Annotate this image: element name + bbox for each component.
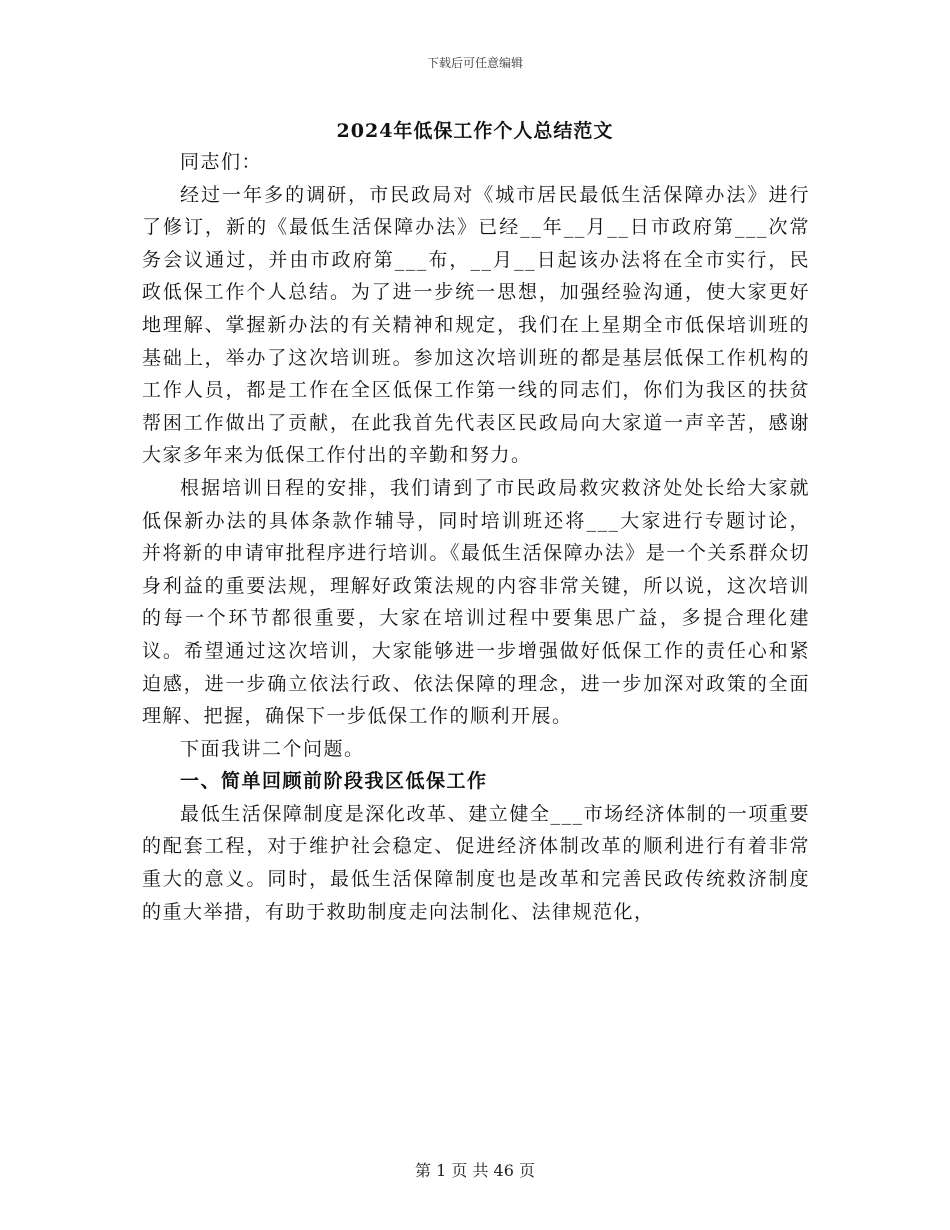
section-heading: 一、简单回顾前阶段我区低保工作 bbox=[180, 770, 488, 793]
body-paragraph: 经过一年多的调研，市民政局对《城市居民最低生活保障办法》进行了修订，新的《最低生活保障办法》已经__年__月__日市政府第___次常务会议通过，并由市政府第___布，__月__日起该办法将在全市实行，民政低保工作个人总结。为了进一步统一思想，加强经验沟通，使大家更好地理解、掌握新办法的有关精神和规定，我们在上星期全市低保培训班的基础上，举办了这次培训班。参加这次培训班的都是基层低保工作机构的工作人员，都是工作在全区低保工作第一线的同志们，你们为我区的扶贫帮困工作做出了贡献，在此我首先代表区民政局向大家道一声辛苦，感谢大家多年来为低保工作付出的辛勤和努力。 bbox=[142, 183, 810, 467]
header-note: 下载后可任意编辑 bbox=[426, 56, 523, 70]
document-body bbox=[142, 146, 810, 928]
document-title: 2024年低保工作个人总结范文 bbox=[336, 120, 614, 142]
body-paragraph: 下面我讲二个问题。 bbox=[180, 737, 365, 760]
section-paragraph: 最低生活保障制度是深化改革、建立健全___市场经济体制的一项重要的配套工程，对于维护社会稳定、促进经济体制改革的顺利进行有着非常重大的意义。同时，最低生活保障制度也是改革和完善民政传统救济制度的重大举措，有助于救助制度走向法制化、法律规范化， bbox=[142, 802, 810, 923]
page-number: 第 1 页 共 46 页 bbox=[415, 1161, 535, 1180]
body-paragraph: 根据培训日程的安排，我们请到了市民政局救灾救济处处长给大家就低保新办法的具体条款作辅导，同时培训班还将___大家进行专题讨论，并将新的申请审批程序进行培训。《最低生活保障办法》是一个关系群众切身利益的重要法规，理解好政策法规的内容非常关键，所以说，这次培训的每一个环节都很重要，大家在培训过程中要集思广益，多提合理化建议。希望通过这次培训，大家能够进一步增强做好低保工作的责任心和紧迫感，进一步确立依法行政、依法保障的理念，进一步加深对政策的全面理解、把握，确保下一步低保工作的顺利开展。 bbox=[142, 476, 810, 728]
salutation-paragraph: 同志们： bbox=[180, 151, 263, 173]
